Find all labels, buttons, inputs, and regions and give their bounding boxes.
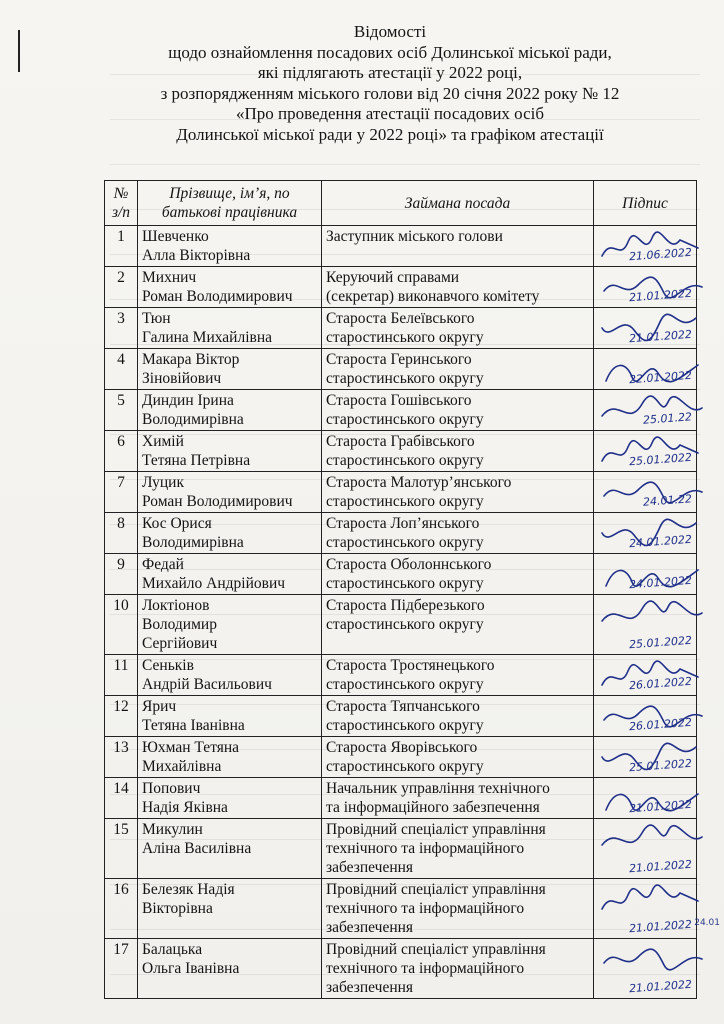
signature-cell xyxy=(594,819,697,879)
signature-date: 26.01.2022 xyxy=(628,715,693,734)
heading-line: «Про проведення атестації посадових осіб xyxy=(235,104,545,123)
row-number: 10 xyxy=(105,595,138,655)
name-line: Диндин Ірина xyxy=(142,392,234,409)
employee-position xyxy=(322,431,594,472)
row-number: 6 xyxy=(105,431,138,472)
row-number: 15 xyxy=(105,819,138,879)
name-line: Белезяк Надія xyxy=(142,881,235,898)
employee-name xyxy=(138,595,322,655)
employee-position xyxy=(322,554,594,595)
position-line: старостинського округу xyxy=(326,758,484,775)
employee-name xyxy=(138,696,322,737)
position-line: старостинського округу xyxy=(326,676,484,693)
position-line: забезпечення xyxy=(326,919,414,936)
binder-mark xyxy=(18,30,20,72)
row-number: 2 xyxy=(105,267,138,308)
name-line: Володимир xyxy=(142,616,217,633)
position-line: Провідний спеціаліст управління xyxy=(326,881,546,898)
name-line: Локтіонов xyxy=(142,597,210,614)
employee-name xyxy=(138,431,322,472)
employee-name xyxy=(138,737,322,778)
header-number: № з/п xyxy=(105,181,138,226)
signature-cell xyxy=(594,390,697,431)
signature-cell xyxy=(594,431,697,472)
signature-cell xyxy=(594,226,697,267)
position-line: Провідний спеціаліст управління xyxy=(326,941,546,958)
name-line: Юхман Тетяна xyxy=(142,739,240,756)
name-line: Галина Михайлівна xyxy=(142,329,273,346)
acquaintance-table xyxy=(104,180,697,999)
row-number: 16 xyxy=(105,879,138,939)
row-number: 14 xyxy=(105,778,138,819)
table-row xyxy=(105,595,697,655)
table-row xyxy=(105,472,697,513)
name-line: Микулин xyxy=(142,821,203,838)
employee-name xyxy=(138,879,322,939)
handwritten-signature xyxy=(598,821,706,859)
employee-name xyxy=(138,513,322,554)
row-number: 13 xyxy=(105,737,138,778)
handwritten-signature xyxy=(598,597,706,635)
employee-position xyxy=(322,778,594,819)
name-line: Володимирівна xyxy=(142,411,244,428)
table-row xyxy=(105,390,697,431)
row-number: 11 xyxy=(105,655,138,696)
signature-cell xyxy=(594,349,697,390)
signature-cell xyxy=(594,879,697,939)
position-line: Староста Підберезького xyxy=(326,597,485,614)
name-line: Федай xyxy=(142,556,184,573)
table-row xyxy=(105,431,697,472)
row-number: 7 xyxy=(105,472,138,513)
handwritten-signature xyxy=(598,941,706,979)
header-name: Прізвище, ім’я, по батькові працівника xyxy=(138,181,322,226)
name-line: Михайло Андрійович xyxy=(142,575,286,592)
signature-date: 25.01.2022 xyxy=(628,756,693,775)
name-line: Зіновійович xyxy=(142,370,222,387)
employee-name xyxy=(138,554,322,595)
signature-date: 24.01.2022 xyxy=(628,532,693,551)
name-line: Балацька xyxy=(142,941,203,958)
position-line: старостинського округу xyxy=(326,329,484,346)
employee-position xyxy=(322,390,594,431)
position-line: старостинського округу xyxy=(326,452,484,469)
signature-date: 24.01.2022 xyxy=(628,573,693,592)
name-line: Алла Вікторівна xyxy=(142,247,251,264)
signature-date: 26.01.2022 xyxy=(628,674,693,693)
signature-date: 21.01.2022 xyxy=(628,917,693,936)
position-line: Керуючий справами xyxy=(326,269,460,286)
employee-position xyxy=(322,939,594,999)
name-line: Луцик xyxy=(142,474,184,491)
position-line: Заступник міського голови xyxy=(326,228,503,245)
signature-date: 21.01.2022 xyxy=(628,286,693,305)
employee-position xyxy=(322,655,594,696)
employee-position xyxy=(322,513,594,554)
table-row xyxy=(105,655,697,696)
name-line: Михайлівна xyxy=(142,758,222,775)
signature-date: 24.01.22 xyxy=(642,492,693,509)
employee-position xyxy=(322,879,594,939)
position-line: старостинського округу xyxy=(326,370,484,387)
name-line: Роман Володимирович xyxy=(142,288,293,305)
position-line: Провідний спеціаліст управління xyxy=(326,821,546,838)
position-line: забезпечення xyxy=(326,859,414,876)
employee-position xyxy=(322,595,594,655)
position-line: Начальник управління технічного xyxy=(326,780,550,797)
signature-cell xyxy=(594,595,697,655)
employee-position xyxy=(322,349,594,390)
header-signature: Підпис xyxy=(594,181,697,226)
signature-cell xyxy=(594,778,697,819)
name-line: Ярич xyxy=(142,698,177,715)
signature-date: 21.01.2022 xyxy=(628,797,693,816)
position-line: старостинського округу xyxy=(326,616,484,633)
signature-date: 25.01.2022 xyxy=(628,450,693,469)
employee-name xyxy=(138,226,322,267)
position-line: Староста Гошівського xyxy=(326,392,472,409)
row-number: 3 xyxy=(105,308,138,349)
position-line: Староста Оболоннського xyxy=(326,556,492,573)
employee-name xyxy=(138,308,322,349)
table-row xyxy=(105,513,697,554)
employee-name xyxy=(138,472,322,513)
employee-position xyxy=(322,696,594,737)
table-row xyxy=(105,226,697,267)
employee-position xyxy=(322,737,594,778)
row-number: 4 xyxy=(105,349,138,390)
position-line: Староста Белеївського xyxy=(326,310,475,327)
name-line: Надія Яківна xyxy=(142,799,228,816)
name-line: Андрій Васильович xyxy=(142,676,272,693)
row-number: 5 xyxy=(105,390,138,431)
name-line: Тюн xyxy=(142,310,171,327)
name-line: Роман Володимирович xyxy=(142,493,293,510)
row-number: 17 xyxy=(105,939,138,999)
signature-date: 21.06.2022 xyxy=(628,245,693,264)
heading-line: щодо ознайомлення посадових осіб Долинської міської ради, xyxy=(168,42,612,62)
position-line: (секретар) виконавчого комітету xyxy=(326,288,540,305)
handwritten-signature xyxy=(598,881,706,919)
name-line: Макара Віктор xyxy=(142,351,240,368)
table-row xyxy=(105,737,697,778)
position-line: Староста Яворівського xyxy=(326,739,478,756)
position-line: Староста Геринського xyxy=(326,351,472,368)
margin-note: 24.01 xyxy=(694,918,720,928)
name-line: Кос Орися xyxy=(142,515,212,532)
position-line: Староста Грабівського xyxy=(326,433,475,450)
employee-name xyxy=(138,655,322,696)
table-row xyxy=(105,778,697,819)
row-number: 9 xyxy=(105,554,138,595)
signature-date: 25.01.22 xyxy=(642,410,693,427)
row-number: 1 xyxy=(105,226,138,267)
table-row xyxy=(105,267,697,308)
table-row xyxy=(105,554,697,595)
heading-line: Відомості xyxy=(353,22,427,41)
row-number: 12 xyxy=(105,696,138,737)
name-line: Михнич xyxy=(142,269,197,286)
signature-cell xyxy=(594,939,697,999)
table-row xyxy=(105,308,697,349)
signature-date: 21.01.2022 xyxy=(628,857,693,876)
signature-cell xyxy=(594,267,697,308)
position-line: старостинського округу xyxy=(326,575,484,592)
signature-date: 22.01.2022 xyxy=(628,368,693,387)
name-line: Сергійович xyxy=(142,635,218,652)
position-line: технічного та інформаційного xyxy=(326,840,525,857)
name-line: Аліна Василівна xyxy=(142,840,252,857)
position-line: Староста Тростянецького xyxy=(326,657,495,674)
table-row xyxy=(105,819,697,879)
employee-position xyxy=(322,472,594,513)
name-line: Тетяна Іванівна xyxy=(142,717,245,734)
position-line: забезпечення xyxy=(326,979,414,996)
signature-cell xyxy=(594,696,697,737)
position-line: та інформаційного забезпечення xyxy=(326,799,540,816)
name-line: Попович xyxy=(142,780,201,797)
position-line: Староста Малотур’янського xyxy=(326,474,512,491)
table-row xyxy=(105,349,697,390)
table-header-row xyxy=(105,181,697,226)
signature-cell xyxy=(594,472,697,513)
name-line: Химій xyxy=(142,433,184,450)
signature-cell xyxy=(594,513,697,554)
heading-line: які підлягають атестації у 2022 році, xyxy=(257,63,523,82)
position-line: старостинського округу xyxy=(326,717,484,734)
signature-date: 21.01.2022 xyxy=(628,327,693,346)
signature-cell xyxy=(594,655,697,696)
table-row xyxy=(105,696,697,737)
table-row xyxy=(105,879,697,939)
heading-line: Долинської міської ради у 2022 році» та графіком атестації xyxy=(176,124,604,144)
table-row xyxy=(105,939,697,999)
name-line: Володимирівна xyxy=(142,534,244,551)
name-line: Вікторівна xyxy=(142,900,213,917)
employee-position xyxy=(322,226,594,267)
position-line: Староста Тяпчанського xyxy=(326,698,480,715)
position-line: старостинського округу xyxy=(326,493,484,510)
signature-cell xyxy=(594,308,697,349)
name-line: Шевченко xyxy=(142,228,209,245)
employee-position xyxy=(322,819,594,879)
table-body xyxy=(105,226,697,999)
position-line: технічного та інформаційного xyxy=(326,960,525,977)
header-position: Займана посада xyxy=(322,181,594,226)
employee-name xyxy=(138,390,322,431)
employee-name xyxy=(138,349,322,390)
position-line: старостинського округу xyxy=(326,534,484,551)
name-line: Ольга Іванівна xyxy=(142,960,240,977)
employee-position xyxy=(322,267,594,308)
employee-name xyxy=(138,778,322,819)
signature-cell xyxy=(594,554,697,595)
document-heading xyxy=(100,22,680,145)
position-line: старостинського округу xyxy=(326,411,484,428)
position-line: Староста Лоп’янського xyxy=(326,515,480,532)
position-line: технічного та інформаційного xyxy=(326,900,525,917)
signature-cell xyxy=(594,737,697,778)
signature-date: 25.01.2022 xyxy=(628,633,693,652)
heading-line: з розпорядженням міського голови від 20 січня 2022 року № 12 xyxy=(160,83,620,103)
name-line: Сеньків xyxy=(142,657,194,674)
name-line: Тетяна Петрівна xyxy=(142,452,251,469)
employee-name xyxy=(138,819,322,879)
signature-date: 21.01.2022 xyxy=(628,977,693,996)
employee-position xyxy=(322,308,594,349)
employee-name xyxy=(138,267,322,308)
row-number: 8 xyxy=(105,513,138,554)
employee-name xyxy=(138,939,322,999)
